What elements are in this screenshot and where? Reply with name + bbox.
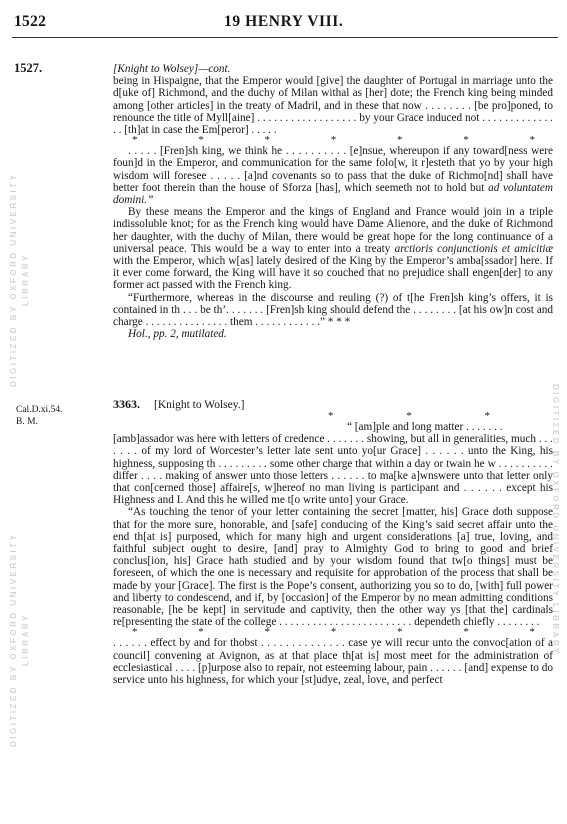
document-title: [Knight to Wolsey.] — [154, 399, 245, 411]
library-stamp-watermark: DIGITIZED BY OXFORD UNIVERSITY LIBRARY — [9, 172, 30, 388]
running-title: 19 HENRY VIII. — [224, 13, 344, 30]
repository-reference: B. M. — [16, 417, 38, 427]
header-rule — [12, 37, 558, 38]
library-stamp-watermark: DIGITIZED BY OXFORD UNIVERSITY LIBRARY — [551, 384, 560, 656]
continued-letter — [113, 63, 553, 340]
paragraph: “As touching the tenor of your letter containing the secret [matter, his] Grace doth suppose that for the more sure, honorable, and [safe] conducing of the King’s said secret affair unto the end th[at is] purposed, which for many high and urgent considerations [a] true, loving, and faithful subject ought to desire, [and] pray to Almighty God to bring to good and brief conclus[ion, his] Grace hath studied and by your wisdom found that tw[o things] must be foreseen, of which the one is necessary and requisite for approbation of the process that shall be made by your [Grace]. The first is the Pope’s consent, authorizing you so to do, [with] full power and liberty to condescend, and if, by [occasion] of the Emperor by no mean admitting conditions reasonable, [he be kept] in servitude and captivity, then the other way ys [that the] cardinals re[presenting the state of the college . . . . . . . . . . . . . . . . . . . . . . . . dependeth chiefly . . . . . . . . — [113, 506, 553, 629]
page-header — [14, 13, 554, 35]
paragraph-text: with the Emperor, which w[as] lately desired of the King by the Emperor’s amba[ssador] here. If it ever come forward, the King will have it so couched that no prejudice shall engen[der] to any former act passed with the French king. — [113, 255, 553, 292]
paragraph-text: in marriage unto the d[uke of] Richmond, and the duchy of Milan withal as [her] dote; the French king being minded among [other articles] in the treaty of Madril, and in these that now . . . . . . . . [be pro]poned, to renounce the title of Myll[aine] . . . . . . . . . . . . . . . . . . by your Grace induced not . . . . . . . . . . . . . . . [th]at in case the Em[peror] . . . . . — [113, 75, 553, 137]
document-number: 3363. — [113, 397, 140, 411]
paragraph: [amb]assador was here with letters of credence . . . . . . . showing, but all in generalities, much . . . . . . . of my lord of Worcester’s letter late sent unto yo[ur Grace] . . . . . . unto the King, his highness, supposing th . . . . . . . . . some other charge that within a day or twain he w . . . . . . . . . . differ . . . . making of answer unto those letters . . . . . . to ma[ke a]wnswere unto that letter only that con[cerned those] affaire[s, w]hereof no man living is participant and . . . . . . except his Highness and I. And this he willed me t[o write unto] your Grace. — [113, 433, 553, 507]
paragraph: . . . . . . effect by and for thobst . . . . . . . . . . . . . . case ye will recur unto the convoc[ation of a council] convening at Avignon, as at that place th[at is] most meet for the administration of ecclesiastical . . . . [p]urpose also to repair, not esteeming labour, pain . . . . . . [and] expense to do service unto his highness, for which your [st]udye, zeal, love, and perfect — [113, 637, 553, 687]
letter-3363 — [113, 397, 553, 686]
paragraph: “Furthermore, whereas in the discourse and reuling (?) of t[he Fren]sh king’s offers, it is contained in th . . . be th’. . . . . . . [Fren]sh king should defend the . . . . . . . . [at his ow]n cost and charge . . . . . . . . . . . . . . . them . . . . . . . . . . . .” * * * — [113, 291, 553, 329]
manuscript-note: Hol., pp. 2, mutilated. — [128, 328, 227, 341]
paragraph — [113, 206, 553, 291]
paragraph-text: By these means the Emperor and the kings of England and France would join in a triple indissoluble knot; for as the French king would have Dame Alienore, and the duke of Richmond her daughter, with the duchy of Milan, there would be great hope for the long continuance of a universal peace. This would be a way to enter into a treaty — [113, 206, 553, 255]
continued-heading — [113, 63, 553, 75]
margin-year: 1527. — [14, 61, 43, 75]
heading-cont: —cont. — [198, 63, 231, 75]
margin-references — [16, 404, 62, 428]
library-stamp-watermark: DIGITIZED BY OXFORD UNIVERSITY LIBRARY — [9, 532, 30, 748]
page-number: 1522 — [14, 13, 47, 30]
paragraph-line: being in Hispaigne, that the Emperor would [give] the daughter of Portugal — [113, 75, 458, 88]
latin-phrase: arctioris conjunctionis et amicitiæ — [394, 242, 553, 255]
heading-bracket: [Knight to Wolsey] — [113, 63, 199, 75]
omission-stars: * * * * * * * — [132, 626, 535, 639]
paragraph-text: . . . . . [Fren]sh king, we think he . . . . . . . . . . [e]nsue, whereupon if any toward[ness were foun]d in the Emperor, and communication for the same folo[w, it r]esteth that yo by your high wisdom will foresee . . . . . [a]nd covenants so to pass that the duke of Richmo[nd] shall have better foot therein than the house of Sforza [has], which seemeth not to hold but — [113, 145, 553, 194]
paragraph — [113, 75, 553, 136]
omission-stars: * * * * * * * — [132, 134, 535, 147]
manuscript-reference: Cal.D.xi.54. — [16, 405, 63, 415]
omission-stars: * * * — [328, 410, 490, 422]
paragraph — [113, 145, 553, 206]
paragraph-start: “ [am]ple and long matter . . . . . . . — [347, 421, 503, 433]
latin-phrase: ad voluntatem domini.” — [113, 181, 554, 207]
